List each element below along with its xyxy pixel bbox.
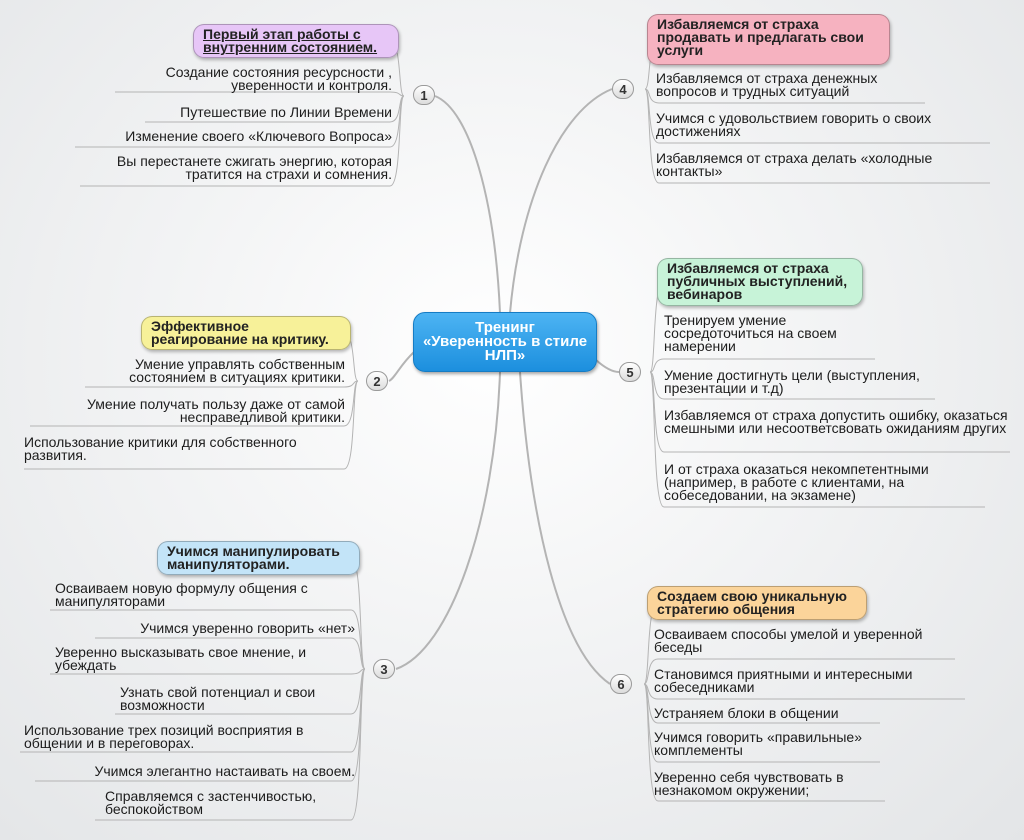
subtopic-5-1[interactable]: Тренируем умение сосредоточиться на своем намерении	[664, 312, 837, 354]
subtopic-5-2[interactable]: Умение достигнуть цели (выступления, презентации и т.д)	[664, 367, 920, 396]
central-topic[interactable]	[413, 312, 597, 372]
topic-3-label: Учимся манипулировать манипуляторами.	[167, 543, 340, 572]
topic-1[interactable]	[193, 24, 399, 58]
topic-6[interactable]	[647, 586, 867, 620]
subtopic-5-4[interactable]: И от страха оказаться некомпетентными (например, в работе с клиентами, на собеседовании, на экзамене)	[664, 461, 929, 503]
link-center-3	[396, 372, 500, 669]
subtopic-6-3[interactable]: Устраняем блоки в общении	[654, 705, 839, 721]
link-center-6	[520, 372, 610, 684]
subtopic-5-3[interactable]: Избавляемся от страха допустить ошибку, оказаться смешными или несоответсвовать ожиданиям других	[664, 407, 1008, 436]
branch-number-5: 5	[619, 362, 641, 382]
branch-number-1: 1	[413, 85, 435, 105]
subtopic-3-3[interactable]: Уверенно высказывать свое мнение, и убеждать	[55, 644, 307, 673]
subtopic-4-1[interactable]: Избавляемся от страха денежных вопросов и трудных ситуаций	[656, 70, 878, 99]
subtopic-3-5[interactable]: Использование трех позиций восприятия в общении и в переговорах.	[24, 722, 304, 751]
link-center-2	[389, 352, 414, 381]
subtopic-1-1[interactable]: Создание состояния ресурсности , уверенности и контроля.	[165, 64, 392, 93]
subtopic-6-5[interactable]: Уверенно себя чувствовать в незнакомом окружении;	[654, 769, 844, 798]
central-topic-label: Тренинг «Уверенность в стиле НЛП»	[422, 319, 588, 364]
branch-number-3: 3	[373, 659, 395, 679]
branch-number-6: 6	[610, 674, 632, 694]
subtopic-1-4[interactable]: Вы перестанете сжигать энергию, которая тратится на страхи и сомнения.	[116, 153, 392, 182]
subtopic-3-7[interactable]: Справляемся с застенчивостью, беспокойством	[105, 788, 317, 817]
link-center-1	[435, 96, 500, 313]
link-center-4	[510, 89, 612, 313]
topic-2[interactable]	[141, 316, 351, 350]
topic-5[interactable]	[657, 258, 863, 306]
subtopic-6-4[interactable]: Учимся говорить «правильные» комплементы	[654, 729, 862, 758]
subtopic-4-3[interactable]: Избавляемся от страха делать «холодные контакты»	[656, 150, 933, 179]
branch-number-4: 4	[612, 79, 634, 99]
topic-4-label: Избавляемся от страха продавать и предлагать свои услуги	[657, 16, 864, 58]
subtopic-3-6[interactable]: Учимся элегантно настаивать на своем.	[94, 763, 355, 779]
subtopic-3-2[interactable]: Учимся уверенно говорить «нет»	[140, 620, 355, 636]
topic-1-label: Первый этап работы с внутренним состоянием.	[203, 26, 378, 55]
subtopic-2-1[interactable]: Умение управлять собственным состоянием в ситуациях критики.	[129, 356, 345, 385]
branch-number-2: 2	[366, 371, 388, 391]
subtopic-4-2[interactable]: Учимся с удовольствием говорить о своих достижениях	[656, 110, 932, 139]
link-center-5	[596, 360, 619, 372]
topic-2-label: Эффективное реагирование на критику.	[151, 318, 329, 347]
subtopic-1-3[interactable]: Изменение своего «Ключевого Вопроса»	[125, 128, 392, 144]
topic-4[interactable]	[647, 14, 890, 65]
topic-5-label: Избавляемся от страха публичных выступлений, вебинаров	[667, 260, 848, 302]
topic-6-label: Создаем свою уникальную стратегию общения	[657, 588, 847, 617]
subtopic-1-2[interactable]: Путешествие по Линии Времени	[180, 104, 392, 120]
subtopic-2-2[interactable]: Умение получать пользу даже от самой несправедливой критики.	[87, 396, 345, 425]
subtopic-2-3[interactable]: Использование критики для собственного развития.	[24, 434, 297, 463]
subtopic-3-4[interactable]: Узнать свой потенциал и свои возможности	[120, 684, 316, 713]
topic-3[interactable]	[157, 541, 360, 575]
subtopic-3-1[interactable]: Осваиваем новую формулу общения с манипуляторами	[55, 580, 308, 609]
subtopic-6-1[interactable]: Осваиваем способы умелой и уверенной беседы	[654, 626, 923, 655]
subtopic-6-2[interactable]: Становимся приятными и интересными собеседниками	[654, 666, 913, 695]
